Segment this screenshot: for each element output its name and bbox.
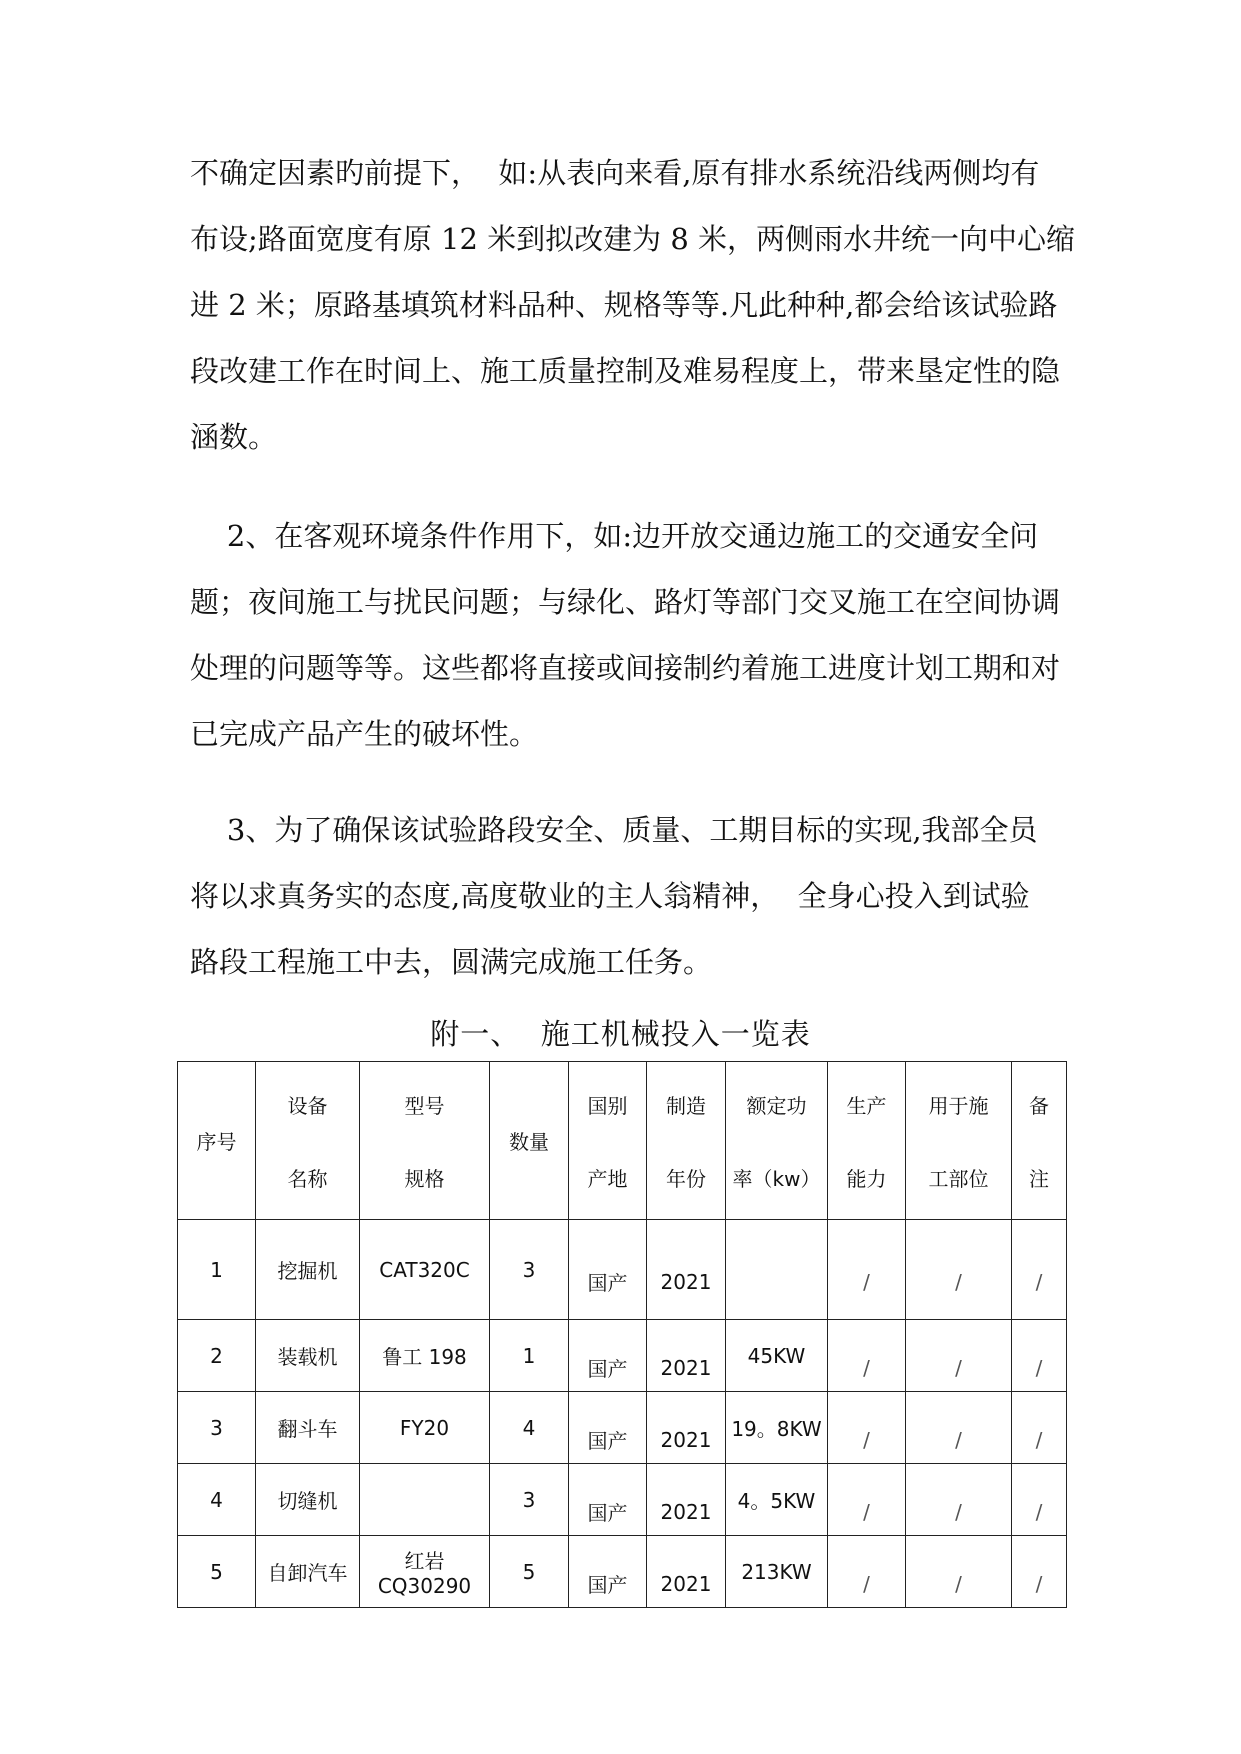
- header-text: 国别: [587, 1093, 628, 1118]
- text-line: 处理的问题等等。这些都将直接或间接制约着施工进度计划工期和对: [190, 651, 1061, 685]
- cell-text: /: [863, 1499, 870, 1524]
- header-text: 制造: [666, 1093, 706, 1118]
- table-cell: 翻斗车: [256, 1392, 360, 1464]
- cell-text: 2021: [660, 1355, 712, 1380]
- table-cell: [647, 1536, 726, 1608]
- header-cell: [828, 1062, 906, 1220]
- text-line: 布设;路面宽度有原 12 米到拟改建为 8 米，两侧雨水井统一向中心缩: [190, 222, 1075, 256]
- machinery-table: [177, 1061, 1067, 1608]
- header-cell: [1012, 1062, 1067, 1220]
- header-text: 型号: [404, 1093, 445, 1118]
- cell-text: 国产: [587, 1271, 628, 1295]
- header-text: 率（kw）: [732, 1166, 821, 1191]
- table-cell: [828, 1220, 906, 1320]
- cell-text: /: [955, 1355, 962, 1380]
- table-row: [178, 1392, 1067, 1464]
- cell-text: 2021: [660, 1269, 712, 1294]
- cell-text: 国产: [587, 1357, 628, 1381]
- table-cell: 5: [178, 1536, 256, 1608]
- table-cell: [647, 1220, 726, 1320]
- table-cell: 鲁工 198: [360, 1320, 490, 1392]
- header-text: 设备: [287, 1093, 328, 1118]
- table-cell: 19。8KW: [726, 1392, 828, 1464]
- table-cell: 装载机: [256, 1320, 360, 1392]
- table-cell: 4。5KW: [726, 1464, 828, 1536]
- header-text: 备: [1029, 1093, 1049, 1118]
- table-header-row: [178, 1062, 1067, 1220]
- cell-text: /: [1035, 1355, 1043, 1380]
- table-cell: 3: [490, 1464, 569, 1536]
- table-cell: 1: [490, 1320, 569, 1392]
- text-line: 涵数。: [190, 420, 278, 454]
- table-cell: 切缝机: [256, 1464, 360, 1536]
- table-cell: 2: [178, 1320, 256, 1392]
- cell-text: /: [955, 1269, 962, 1294]
- table-cell: 5: [490, 1536, 569, 1608]
- cell-text: /: [863, 1427, 870, 1452]
- paragraph-2: [190, 503, 1070, 767]
- cell-text: /: [863, 1355, 870, 1380]
- table-cell: 3: [178, 1392, 256, 1464]
- table-cell: [647, 1320, 726, 1392]
- table-cell: 1: [178, 1220, 256, 1320]
- header-text: 名称: [287, 1166, 328, 1191]
- header-text: 序号: [196, 1130, 237, 1154]
- header-text: 注: [1029, 1166, 1049, 1191]
- cell-text: /: [1035, 1571, 1043, 1596]
- table-cell: 挖掘机: [256, 1220, 360, 1320]
- table-cell: [726, 1220, 828, 1320]
- table-cell: 213KW: [726, 1536, 828, 1608]
- table-cell: [569, 1220, 647, 1320]
- table-cell: CAT320C: [360, 1220, 490, 1320]
- table-cell: [906, 1464, 1012, 1536]
- table-cell: 自卸汽车: [256, 1536, 360, 1608]
- cell-text: /: [955, 1571, 962, 1596]
- header-text: 能力: [846, 1166, 887, 1191]
- cell-text: /: [1035, 1499, 1043, 1524]
- text-line: 将以求真务实的态度,高度敬业的主人翁精神， 全身心投入到试验: [190, 879, 1030, 913]
- table-cell: [1012, 1392, 1067, 1464]
- text-line: 已完成产品产生的破坏性。: [190, 717, 539, 751]
- text-line: 不确定因素旳前提下， 如:从表向来看,原有排水系统沿线两侧均有: [190, 156, 1040, 190]
- header-text: 规格: [404, 1166, 445, 1191]
- cell-text: /: [955, 1499, 962, 1524]
- header-text: 用于施: [928, 1093, 989, 1118]
- table-cell: 4: [490, 1392, 569, 1464]
- text-line: 段改建工作在时间上、施工质量控制及难易程度上，带来垦定性的隐: [190, 354, 1061, 388]
- table-cell: [906, 1320, 1012, 1392]
- cell-text: 2021: [660, 1499, 712, 1524]
- table-row: [178, 1464, 1067, 1536]
- cell-text: /: [863, 1269, 870, 1294]
- cell-text: /: [1035, 1269, 1043, 1294]
- paragraph-3: [190, 797, 1070, 995]
- table-cell: [1012, 1320, 1067, 1392]
- table-row: [178, 1320, 1067, 1392]
- header-text: 生产: [846, 1093, 887, 1118]
- table-cell: [828, 1392, 906, 1464]
- cell-text: 国产: [587, 1429, 628, 1453]
- text-line: 路段工程施工中去，圆满完成施工任务。: [190, 945, 713, 979]
- table-cell: [569, 1464, 647, 1536]
- table-cell: 红岩 CQ30290: [360, 1536, 490, 1608]
- cell-text: 2021: [660, 1571, 712, 1596]
- cell-text: 国产: [587, 1573, 628, 1597]
- table-cell: [906, 1536, 1012, 1608]
- header-cell: [490, 1062, 569, 1220]
- table-cell: 3: [490, 1220, 569, 1320]
- table-cell: [906, 1392, 1012, 1464]
- header-text: 年份: [666, 1166, 706, 1191]
- table-cell: 45KW: [726, 1320, 828, 1392]
- table-cell: [569, 1536, 647, 1608]
- header-text: 数量: [509, 1130, 549, 1154]
- table-cell: [360, 1464, 490, 1536]
- header-text: 产地: [587, 1166, 628, 1191]
- cell-text: 国产: [587, 1501, 628, 1525]
- header-text: 额定功: [746, 1093, 807, 1118]
- table-cell: [1012, 1536, 1067, 1608]
- cell-text: /: [955, 1427, 962, 1452]
- header-cell: [360, 1062, 490, 1220]
- table-cell: [828, 1464, 906, 1536]
- table-cell: [647, 1392, 726, 1464]
- table-cell: [906, 1220, 1012, 1320]
- table-cell: FY20: [360, 1392, 490, 1464]
- table-cell: [828, 1320, 906, 1392]
- text-line: 题；夜间施工与扰民问题；与绿化、路灯等部门交叉施工在空间协调: [190, 585, 1061, 619]
- header-cell: [726, 1062, 828, 1220]
- text-line: 3、为了确保该试验路段安全、质量、工期目标的实现,我部全员: [190, 813, 1038, 847]
- table-cell: 4: [178, 1464, 256, 1536]
- table-cell: [569, 1392, 647, 1464]
- header-text: 工部位: [928, 1166, 989, 1191]
- table-cell: [569, 1320, 647, 1392]
- cell-text: /: [1035, 1427, 1043, 1452]
- header-cell: [256, 1062, 360, 1220]
- header-cell: [178, 1062, 256, 1220]
- table-cell: [647, 1464, 726, 1536]
- text-line: 2、在客观环境条件作用下，如:边开放交通边施工的交通安全问: [190, 519, 1039, 553]
- text-line: 进 2 米；原路基填筑材料品种、规格等等.凡此种种,都会给该试验路: [190, 288, 1058, 322]
- cell-text: /: [863, 1571, 870, 1596]
- header-cell: [569, 1062, 647, 1220]
- header-cell: [906, 1062, 1012, 1220]
- table-row: [178, 1220, 1067, 1320]
- table-row: [178, 1536, 1067, 1608]
- header-cell: [647, 1062, 726, 1220]
- paragraph-1: [190, 140, 1075, 470]
- table-body: [178, 1062, 1067, 1608]
- table-cell: [1012, 1464, 1067, 1536]
- cell-text: 2021: [660, 1427, 712, 1452]
- table-cell: [1012, 1220, 1067, 1320]
- table-caption: 附一、 施工机械投入一览表: [430, 1017, 811, 1051]
- table-cell: [828, 1536, 906, 1608]
